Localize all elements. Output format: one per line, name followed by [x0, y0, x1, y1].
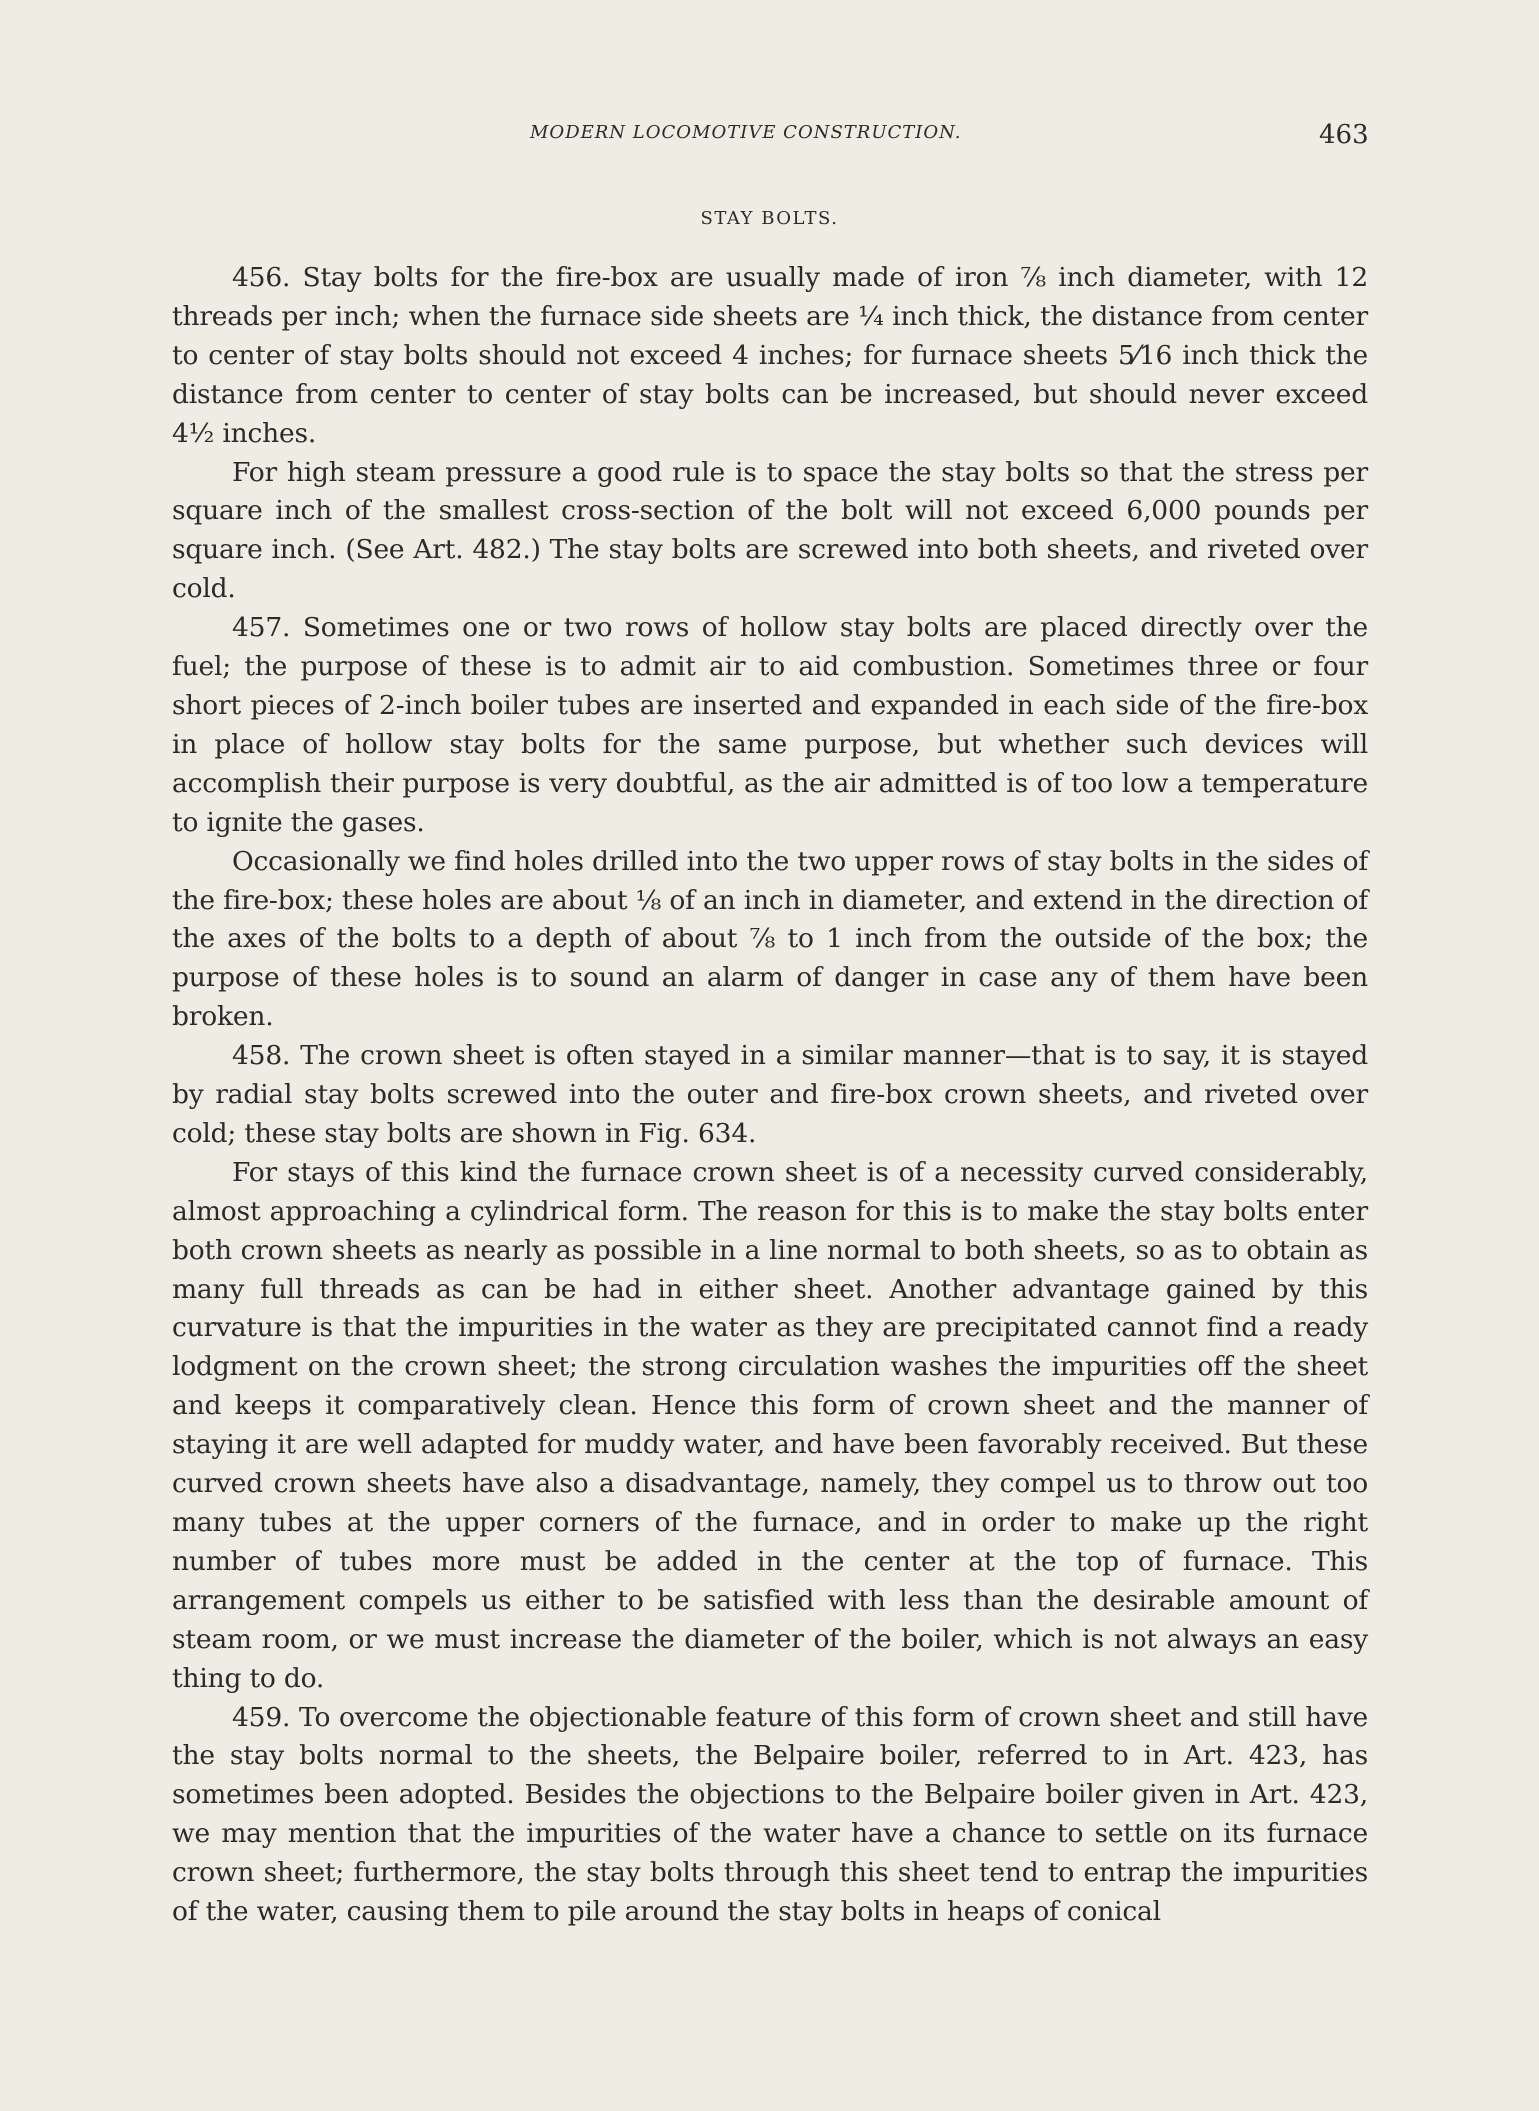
- page-number: 463: [1319, 120, 1369, 150]
- section-heading: STAY BOLTS.: [700, 208, 839, 229]
- running-head: [0, 122, 1539, 152]
- paragraph-stays-of-this-kind: For stays of this kind the furnace crown sheet is of a necessity curved considerably, almost approaching a cylindrical form. The reason for this is to make the stay bolts enter both crown sheets as nearly as possible in a line normal to both sheets, so as to obtain as many full threads as can be had in either sheet. Another advantage gained by this curvature is that the impurities in the water as they are precipitated cannot find a ready lodgment on the crown sheet; the strong circulation washes the impurities off the sheet and keeps it comparatively clean. Hence this form of crown sheet and the manner of staying it are well adapted for muddy water, and have been favorably received. But these curved crown sheets have also a disadvantage, namely, they compel us to throw out too many tubes at the upper corners of the furnace, and in order to make up the right number of tubes more must be added in the center at the top of furnace. This arrangement compels us either to be satisfied with less than the desirable amount of steam room, or we must increase the diameter of the boiler, which is not always an easy thing to do.: [172, 1156, 1368, 1694]
- paragraph-high-steam-pressure: For high steam pressure a good rule is to space the stay bolts so that the stress per square inch of the smallest cross-section of the bolt will not exceed 6,000 pounds per square inch. (See Art. 482.) The stay bolts are screwed into both sheets, and riveted over cold.: [172, 456, 1368, 605]
- paragraph-459: 459. To overcome the objectionable feature of this form of crown sheet and still have the stay bolts normal to the sheets, the Belpaire boiler, referred to in Art. 423, has sometimes been adopted. Besides the objections to the Belpaire boiler given in Art. 423, we may mention that the impurities of the water have a chance to settle on its furnace crown sheet; furthermore, the stay bolts through this sheet tend to entrap the impurities of the water, causing them to pile around the stay bolts in heaps of conical: [172, 1701, 1368, 1928]
- paragraph-456: 456. Stay bolts for the fire-box are usually made of iron ⅞ inch diameter, with 12 threads per inch; when the furnace side sheets are ¼ inch thick, the distance from center to center of stay bolts should not exceed 4 inches; for furnace sheets 5⁄16 inch thick the distance from center to center of stay bolts can be increased, but should never exceed 4½ inches.: [172, 262, 1368, 449]
- paragraph-occasionally: Occasionally we find holes drilled into the two upper rows of stay bolts in the sides of the fire-box; these holes are about ⅛ of an inch in diameter, and extend in the direction of the axes of the bolts to a depth of about ⅞ to 1 inch from the outside of the box; the purpose of these holes is to sound an alarm of danger in case any of them have been broken.: [172, 845, 1368, 1033]
- paragraph-457: 457. Sometimes one or two rows of hollow stay bolts are placed directly over the fuel; the purpose of these is to admit air to aid combustion. Sometimes three or four short pieces of 2-inch boiler tubes are inserted and expanded in each side of the fire-box in place of hollow stay bolts for the same purpose, but whether such devices will accomplish their purpose is very doubtful, as the air admitted is of too low a temperature to ignite the gases.: [172, 612, 1368, 838]
- body-text: [172, 259, 1368, 1932]
- paragraph-458: 458. The crown sheet is often stayed in a similar manner—that is to say, it is stayed by radial stay bolts screwed into the outer and fire-box crown sheets, and riveted over cold; these stay bolts are shown in Fig. 634.: [172, 1040, 1368, 1149]
- running-title: MODERN LOCOMOTIVE CONSTRUCTION.: [530, 122, 962, 143]
